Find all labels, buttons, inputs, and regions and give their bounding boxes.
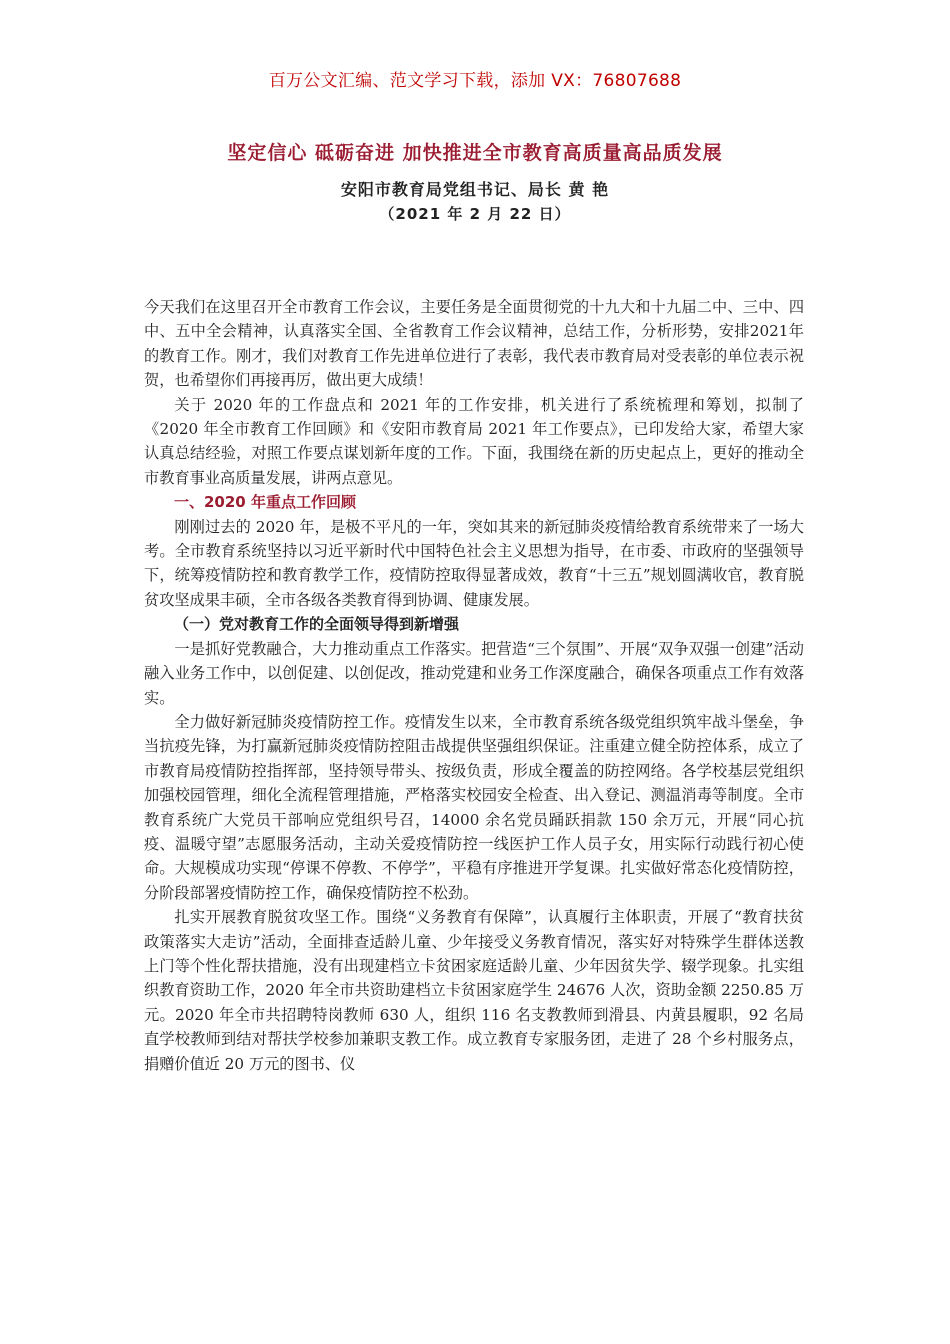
document-body <box>144 295 804 1076</box>
paragraph-poverty: 扎实开展教育脱贫攻坚工作。围绕“义务教育有保障”，认真履行主体职责，开展了“教育扶贫政策落实大走访”活动，全面排查适龄儿童、少年接受义务教育情况，落实好对特殊学生群体送教上门等个性化帮扶措施，没有出现建档立卡贫困家庭适龄儿童、少年因贫失学、辍学现象。扎实组织教育资助工作，2020 年全市共资助建档立卡贫困家庭学生 24676 人次，资助金额 2250.85 万元。2020 年全市共招聘特岗教师 630 人，组织 116 名支教教师到滑县、内黄县履职，92 名局直学校教师到结对帮扶学校参加兼职支教工作。成立教育专家服务团，走进了 28 个乡村服务点，捐赠价值近 20 万元的图书、仪 <box>144 908 804 1073</box>
header-banner: 百万公文汇编、范文学习下载，添加 VX：76807688 <box>268 71 682 91</box>
document-title: 坚定信心 砥砺奋进 加快推进全市教育高质量高品质发展 <box>227 142 723 164</box>
document-author: 安阳市教育局党组书记、局长 黄 艳 <box>340 180 610 199</box>
subsection-heading: （一）党对教育工作的全面领导得到新增强 <box>174 615 460 634</box>
paragraph-party-education: 一是抓好党教融合，大力推动重点工作落实。把营造“三个氛围”、开展“双争双强一创建”活动融入业务工作中，以创促建、以创促改，推动党建和业务工作深度融合，确保各项重点工作有效落实。 <box>144 639 804 707</box>
section-heading: 一、2020 年重点工作回顾 <box>174 493 356 512</box>
paragraph-epidemic: 全力做好新冠肺炎疫情防控工作。疫情发生以来，全市教育系统各级党组织筑牢战斗堡垒，争当抗疫先锋，为打赢新冠肺炎疫情防控阻击战提供坚强组织保证。注重建立健全防控体系，成立了市教育局疫情防控指挥部，坚持领导带头、按级负责，形成全覆盖的防控网络。各学校基层党组织加强校园管理，细化全流程管理措施，严格落实校园安全检查、出入登记、测温消毒等制度。全市教育系统广大党员干部响应党组织号召，14000 余名党员踊跃捐款 150 余万元，开展“同心抗疫、温暖守望”志愿服务活动，主动关爱疫情防控一线医护工作人员子女，用实际行动践行初心使命。大规模成功实现“停课不停教、不停学”，平稳有序推进开学复课。扎实做好常态化疫情防控，分阶段部署疫情防控工作，确保疫情防控不松劲。 <box>144 712 804 902</box>
paragraph-intro: 今天我们在这里召开全市教育工作会议，主要任务是全面贯彻党的十九大和十九届二中、三中、四中、五中全会精神，认真落实全国、全省教育工作会议精神，总结工作，分析形势，安排2021年的教育工作。刚才，我们对教育工作先进单位进行了表彰，我代表市教育局对受表彰的单位表示祝贺，也希望你们再接再厉，做出更大成绩！ <box>144 298 804 390</box>
document-date: （2021 年 2 月 22 日） <box>379 205 571 223</box>
paragraph-review: 刚刚过去的 2020 年，是极不平凡的一年，突如其来的新冠肺炎疫情给教育系统带来了一场大考。全市教育系统坚持以习近平新时代中国特色社会主义思想为指导，在市委、市政府的坚强领导下，统筹疫情防控和教育教学工作，疫情防控取得显著成效，教育“十三五”规划圆满收官，教育脱贫攻坚成果丰硕，全市各级各类教育得到协调、健康发展。 <box>144 517 804 609</box>
paragraph-plan: 关于 2020 年的工作盘点和 2021 年的工作安排，机关进行了系统梳理和筹划，拟制了《2020 年全市教育工作回顾》和《安阳市教育局 2021 年工作要点》，已印发给大家，希望大家认真总结经验，对照工作要点谋划新年度的工作。下面，我围绕在新的历史起点上，更好的推动全市教育事业高质量发展，讲两点意见。 <box>144 395 804 487</box>
